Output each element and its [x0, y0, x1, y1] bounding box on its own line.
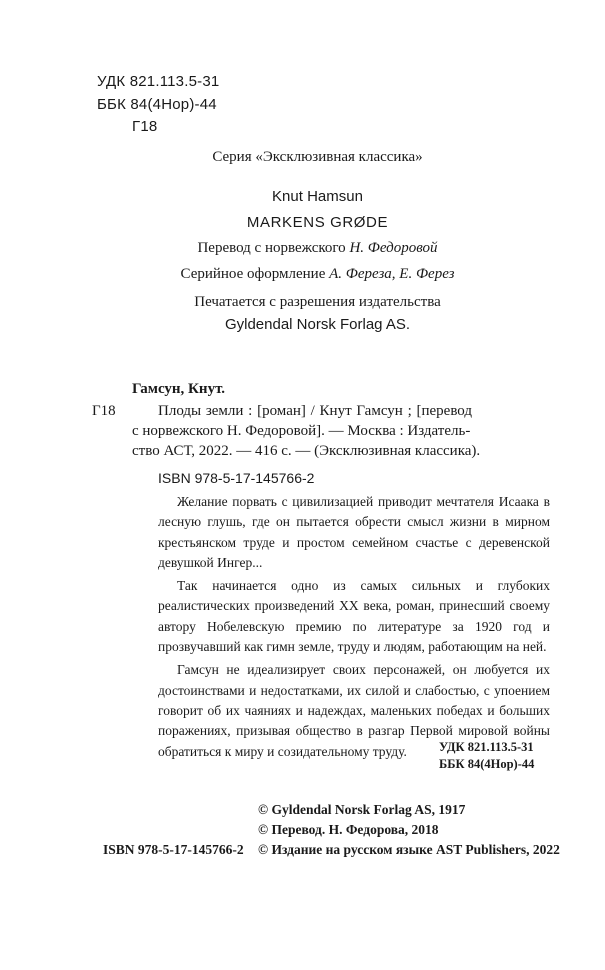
bib-line-3: ство АСТ, 2022. — 416 с. — (Эксклюзивная классика). [132, 443, 481, 459]
bbk-code: ББК 84(4Нор)-44 [97, 96, 217, 113]
bottom-udk: УДК 821.113.5-31 [439, 740, 534, 754]
bib-mark: Г18 [92, 403, 116, 419]
annotation-paragraph-3: Гамсун не идеализирует своих персонажей, он любуется их достоинствами и недостатками, их силой и слабостью, с упоением говорит об их чаяниях и надеждах, маленьких победах и больших поражениях, призывая общество в разгар Первой мировой войны обратиться к миру и созидательному труду. [158, 662, 550, 759]
design-prefix: Серийное оформление [180, 266, 330, 282]
copyright-line-3: © Издание на русском языке AST Publishers, 2022 [258, 842, 560, 857]
translation-prefix: Перевод с норвежского [197, 240, 350, 256]
design-line [0, 266, 605, 283]
translator-name: Н. Федоровой [349, 240, 438, 256]
designer-names: А. Фереза, Е. Ферез [329, 266, 455, 282]
series-line: Серия «Эксклюзивная классика» [212, 149, 423, 165]
bib-line-1: Плоды земли : [роман] / Кнут Гамсун ; [перевод [158, 403, 473, 419]
copyright-line-2: © Перевод. Н. Федорова, 2018 [258, 822, 439, 837]
permission-line-1: Печатается с разрешения издательства [194, 294, 441, 310]
udk-code: УДК 821.113.5-31 [97, 73, 220, 90]
copyright-line-1: © Gyldendal Norsk Forlag AS, 1917 [258, 802, 466, 817]
permission-line-2: Gyldendal Norsk Forlag AS. [224, 316, 411, 333]
original-author: Knut Hamsun [272, 188, 363, 205]
annotation-paragraph-2: Так начинается одно из самых сильных и глубоких реалистических произведений XX века, роман, принесший своему автору Нобелевскую премию по литературе за 1920 год и прозвучавший как гимн земле, труду и людям, работающим на ней. [158, 578, 550, 655]
bib-line-2: с норвежского Н. Федоровой]. — Москва : Издатель- [132, 423, 471, 439]
bib-isbn: ISBN 978-5-17-145766-2 [158, 470, 315, 486]
translation-line [0, 240, 605, 257]
author-mark: Г18 [132, 118, 158, 135]
bottom-bbk: ББК 84(4Нор)-44 [439, 757, 535, 771]
annotation [158, 492, 550, 762]
copyright-isbn: ISBN 978-5-17-145766-2 [103, 842, 244, 857]
annotation-paragraph-1: Желание порвать с цивилизацией приводит мечтателя Исаака в лесную глушь, где он пытается обрести смысл жизни в мирном крестьянском труде и простом семейном счастье с деревенской девушкой Ингер... [158, 494, 550, 570]
original-title: MARKENS GRØDE [246, 214, 389, 231]
author-heading: Гамсун, Кнут. [132, 381, 226, 397]
